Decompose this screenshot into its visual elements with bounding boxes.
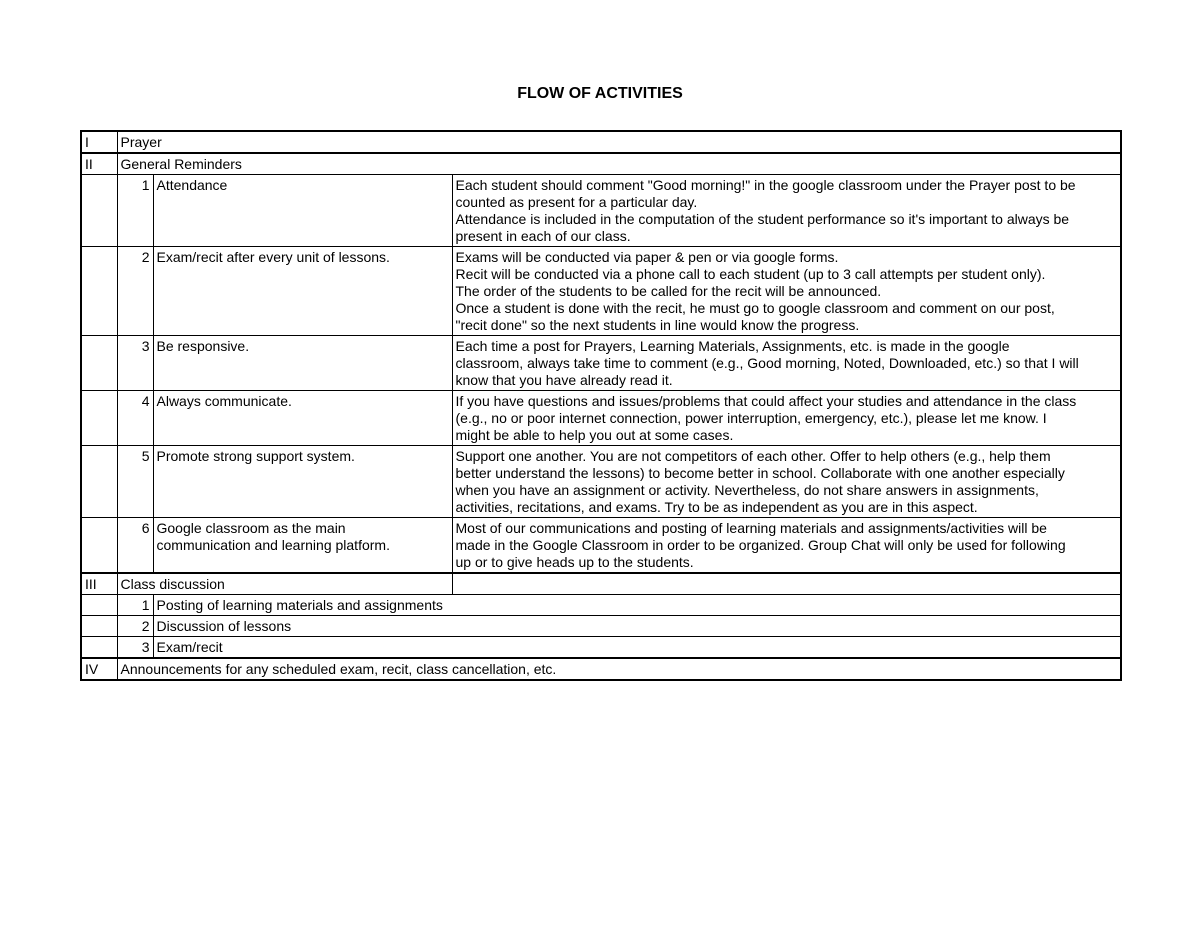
item-title: Always communicate. [153,391,452,446]
item-title: Exam/recit [153,637,1121,659]
description-line: when you have an assignment or activity. Nevertheless, do not share answers in assignments, [455,482,1039,498]
reminder-row-be-responsive [81,336,1121,391]
description-line: counted as present for a particular day. [455,194,698,210]
empty-cell [81,336,117,391]
empty-cell [81,595,117,616]
empty-cell [81,518,117,574]
reminder-row-exam-recit [81,247,1121,336]
empty-cell [81,247,117,336]
reminder-row-support-system [81,446,1121,518]
empty-cell [452,573,1121,595]
item-number: 6 [117,518,153,574]
discussion-row-exam-recit [81,637,1121,659]
empty-cell [81,446,117,518]
flow-of-activities-table [80,130,1122,681]
description-line: Each student should comment "Good morning!" in the google classroom under the Prayer post to be [455,177,1076,193]
description-line: up or to give heads up to the students. [455,554,694,570]
item-number: 5 [117,446,153,518]
description-line: classroom, always take time to comment (e.g., Good morning, Noted, Downloaded, etc.) so that I will [455,355,1079,371]
discussion-row-lessons [81,616,1121,637]
section-row-prayer [81,131,1121,153]
description-line: Once a student is done with the recit, he must go to google classroom and comment on our post, [455,300,1055,316]
item-description [452,336,1121,391]
item-number: 1 [117,595,153,616]
empty-cell [81,616,117,637]
empty-cell [81,391,117,446]
description-line: (e.g., no or poor internet connection, power interruption, emergency, etc.), please let me know. I [455,410,1047,426]
description-line: present in each of our class. [455,228,631,244]
reminder-row-google-classroom [81,518,1121,574]
description-line: better understand the lessons) to become better in school. Collaborate with one another especially [455,465,1065,481]
description-line: Support one another. You are not competitors of each other. Offer to help others (e.g., help them [455,448,1051,464]
section-label: Class discussion [117,573,452,595]
reminder-row-always-communicate [81,391,1121,446]
description-line: Each time a post for Prayers, Learning Materials, Assignments, etc. is made in the google [455,338,1010,354]
description-line: Attendance is included in the computation of the student performance so it's important to always be [455,211,1070,227]
empty-cell [81,637,117,659]
description-line: know that you have already read it. [455,372,673,388]
item-title: Discussion of lessons [153,616,1121,637]
section-row-class-discussion [81,573,1121,595]
item-number: 3 [117,637,153,659]
item-title: Posting of learning materials and assignments [153,595,1121,616]
item-description [452,175,1121,247]
description-line: Exams will be conducted via paper & pen or via google forms. [455,249,839,265]
section-label: General Reminders [117,153,1121,175]
section-row-announcements [81,658,1121,680]
reminder-row-attendance [81,175,1121,247]
item-number: 2 [117,616,153,637]
discussion-row-posting [81,595,1121,616]
section-row-general-reminders [81,153,1121,175]
item-title: Exam/recit after every unit of lessons. [153,247,452,336]
section-numeral: IV [81,658,117,680]
description-line: The order of the students to be called for the recit will be announced. [455,283,882,299]
description-line: made in the Google Classroom in order to be organized. Group Chat will only be used for following [455,537,1066,553]
title-line: communication and learning platform. [156,537,390,553]
item-title [153,518,452,574]
description-line: activities, recitations, and exams. Try to be as independent as you are in this aspect. [455,499,978,515]
empty-cell [81,175,117,247]
section-numeral: I [81,131,117,153]
item-number: 3 [117,336,153,391]
item-description [452,518,1121,574]
item-number: 2 [117,247,153,336]
section-numeral: III [81,573,117,595]
item-title: Promote strong support system. [153,446,452,518]
description-line: "recit done" so the next students in line would know the progress. [455,317,860,333]
item-number: 1 [117,175,153,247]
item-number: 4 [117,391,153,446]
section-numeral: II [81,153,117,175]
section-label: Announcements for any scheduled exam, recit, class cancellation, etc. [117,658,1121,680]
description-line: Recit will be conducted via a phone call to each student (up to 3 call attempts per student only). [455,266,1046,282]
item-description [452,446,1121,518]
section-label: Prayer [117,131,1121,153]
item-title: Attendance [153,175,452,247]
item-description [452,247,1121,336]
description-line: Most of our communications and posting of learning materials and assignments/activities will be [455,520,1047,536]
page-title: FLOW OF ACTIVITIES [517,85,683,102]
title-line: Google classroom as the main [156,520,346,536]
description-line: might be able to help you out at some cases. [455,427,734,443]
item-description [452,391,1121,446]
description-line: If you have questions and issues/problems that could affect your studies and attendance in the class [455,393,1077,409]
item-title: Be responsive. [153,336,452,391]
